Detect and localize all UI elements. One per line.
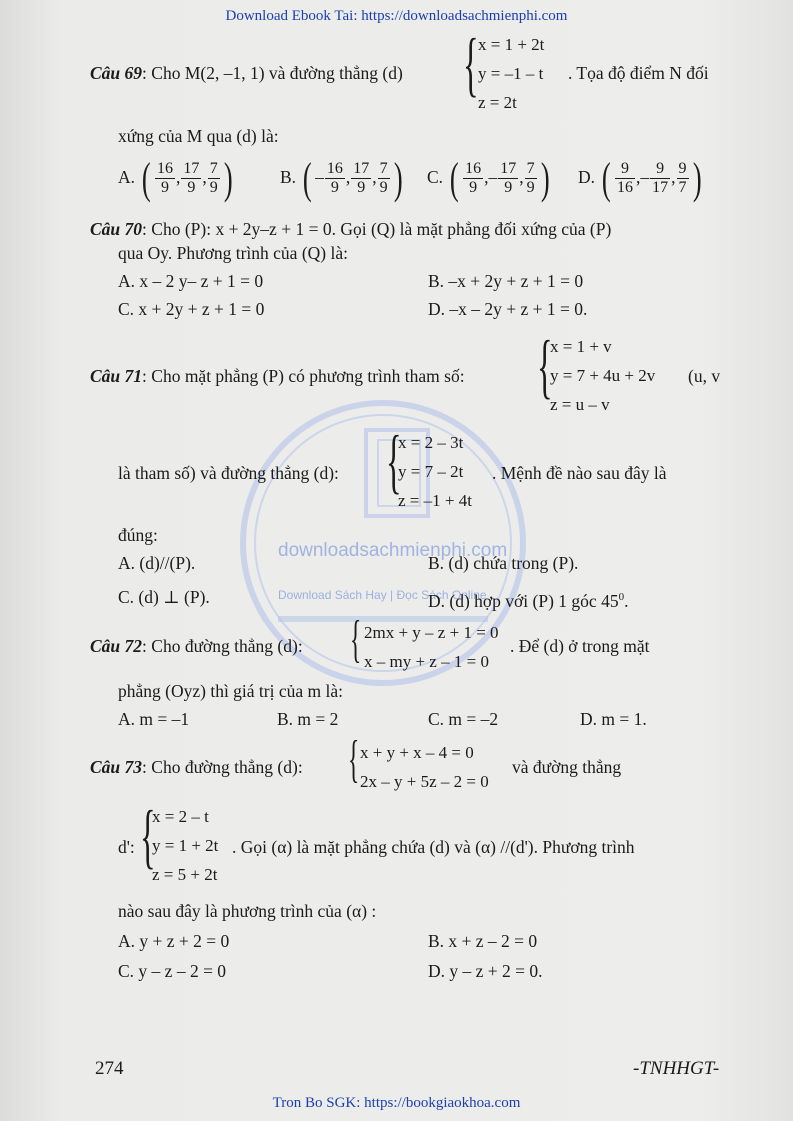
q70-stem: Câu 70: Cho (P): x + 2y–z + 1 = 0. Gọi (Q) là mặt phẳng đối xứng của (P) <box>90 219 612 239</box>
q69-option-a[interactable]: A. ( $\frac{16}{9}$ , $\frac{17}{9}$ , $\frac{7}{9}$ ) <box>118 153 233 203</box>
q71-system: x = 1 + v y = 7 + 4u + 2v z = u – v <box>550 337 656 414</box>
q70-option-a[interactable]: A. x – 2 y– z + 1 = 0 <box>118 271 264 291</box>
q73-option-b[interactable]: B. x + z – 2 = 0 <box>428 931 538 951</box>
q69-label: Câu 69 <box>90 63 143 83</box>
q72-option-a[interactable]: A. m = –1 <box>118 709 190 729</box>
q73-dprime: d': <box>118 837 135 857</box>
q69-stem: Câu 69: Cho M(2, –1, 1) và đường thẳng (d) <box>90 63 403 83</box>
q72-option-d[interactable]: D. m = 1. <box>580 709 647 729</box>
q71-brace2: { <box>386 421 402 501</box>
q72-stem: Câu 72: Cho đường thẳng (d): <box>90 636 303 656</box>
q71-option-d[interactable]: D. (d) hợp với (P) 1 góc $45^0$. <box>428 590 629 611</box>
q71-brace: { <box>537 326 553 406</box>
q72-label: Câu 72 <box>90 636 143 656</box>
q73-line3: nào sau đây là phương trình của (α) : <box>118 901 377 921</box>
q69-option-b[interactable]: B. ( – $\frac{16}{9}$ , $\frac{17}{9}$ , $\frac{7}{9}$ ) <box>280 153 403 203</box>
q72-stem-after: . Để (d) ở trong mặt <box>510 636 650 656</box>
watermark-subtext: Download Sách Hay | Đọc Sách Online <box>278 588 487 602</box>
q69-line2: xứng của M qua (d) là: <box>118 126 279 146</box>
header-link[interactable]: Download Ebook Tai: https://downloadsachmienphi.com <box>225 8 568 24</box>
q72-option-c[interactable]: C. m = –2 <box>428 709 499 729</box>
q70-option-b[interactable]: B. –x + 2y + z + 1 = 0 <box>428 271 584 291</box>
q73-stem-after2: . Gọi (α) là mặt phẳng chứa (d) và (α) //(d'). Phương trình <box>232 837 635 857</box>
q71-line3: đúng: <box>118 525 158 545</box>
q73-stem-after: và đường thẳng <box>512 757 622 777</box>
q69-option-d[interactable]: D. ( $\frac{9}{16}$ ,– $\frac{9}{17}$ , $\frac{9}{7}$ ) <box>578 153 702 203</box>
q73-brace2: { <box>140 796 156 876</box>
q73-option-c[interactable]: C. y – z – 2 = 0 <box>118 961 227 981</box>
q69-stem-after: . Tọa độ điểm N đối <box>568 63 709 83</box>
page-number: 274 <box>95 1058 124 1079</box>
q73-label: Câu 73 <box>90 757 143 777</box>
q73-system: x + y + x – 4 = 0 2x – y + 5z – 2 = 0 <box>360 743 489 791</box>
q73-system2: x = 2 – t y = 1 + 2t z = 5 + 2t <box>152 807 219 884</box>
q71-option-c[interactable]: C. (d) ⊥ (P). <box>118 587 210 607</box>
q69-brace: { <box>463 24 479 104</box>
q72-option-b[interactable]: B. m = 2 <box>277 709 339 729</box>
q70-option-c[interactable]: C. x + 2y + z + 1 = 0 <box>118 299 265 319</box>
q69-option-c[interactable]: C. ( $\frac{16}{9}$ ,– $\frac{17}{9}$ , $\frac{7}{9}$ ) <box>427 153 550 203</box>
q71-stem: Câu 71: Cho mặt phẳng (P) có phương trình tham số: <box>90 366 465 386</box>
q73-stem: Câu 73: Cho đường thẳng (d): <box>90 757 303 777</box>
q71-system2: x = 2 – 3t y = 7 – 2t z = –1 + 4t <box>398 433 472 510</box>
footer-link[interactable]: Tron Bo SGK: https://bookgiaokhoa.com <box>272 1095 521 1111</box>
q72-system: 2mx + y – z + 1 = 0 x – my + z – 1 = 0 <box>364 623 499 671</box>
q69-system: x = 1 + 2t y = –1 – t z = 2t <box>478 35 545 112</box>
q71-stem-after: (u, v <box>688 366 721 386</box>
q71-line2: là tham số) và đường thẳng (d): <box>118 463 339 483</box>
q71-label: Câu 71 <box>90 366 143 386</box>
q70-line2: qua Oy. Phương trình của (Q) là: <box>118 243 348 263</box>
q73-option-d[interactable]: D. y – z + 2 = 0. <box>428 961 543 981</box>
q70-option-d[interactable]: D. –x – 2y + z + 1 = 0. <box>428 299 588 319</box>
q72-brace: { <box>350 611 362 668</box>
q73-brace: { <box>348 731 360 788</box>
q71-option-b[interactable]: B. (d) chứa trong (P). <box>428 553 579 573</box>
q73-option-a[interactable]: A. y + z + 2 = 0 <box>118 931 230 951</box>
q71-option-a[interactable]: A. (d)//(P). <box>118 553 196 573</box>
q72-line2: phẳng (Oyz) thì giá trị của m là: <box>118 681 343 701</box>
q70-label: Câu 70 <box>90 219 143 239</box>
watermark-text: downloadsachmienphi.com <box>278 540 508 561</box>
q71-stem-after2: . Mệnh đề nào sau đây là <box>492 463 667 483</box>
page-code: -TNHHGT- <box>633 1058 720 1079</box>
